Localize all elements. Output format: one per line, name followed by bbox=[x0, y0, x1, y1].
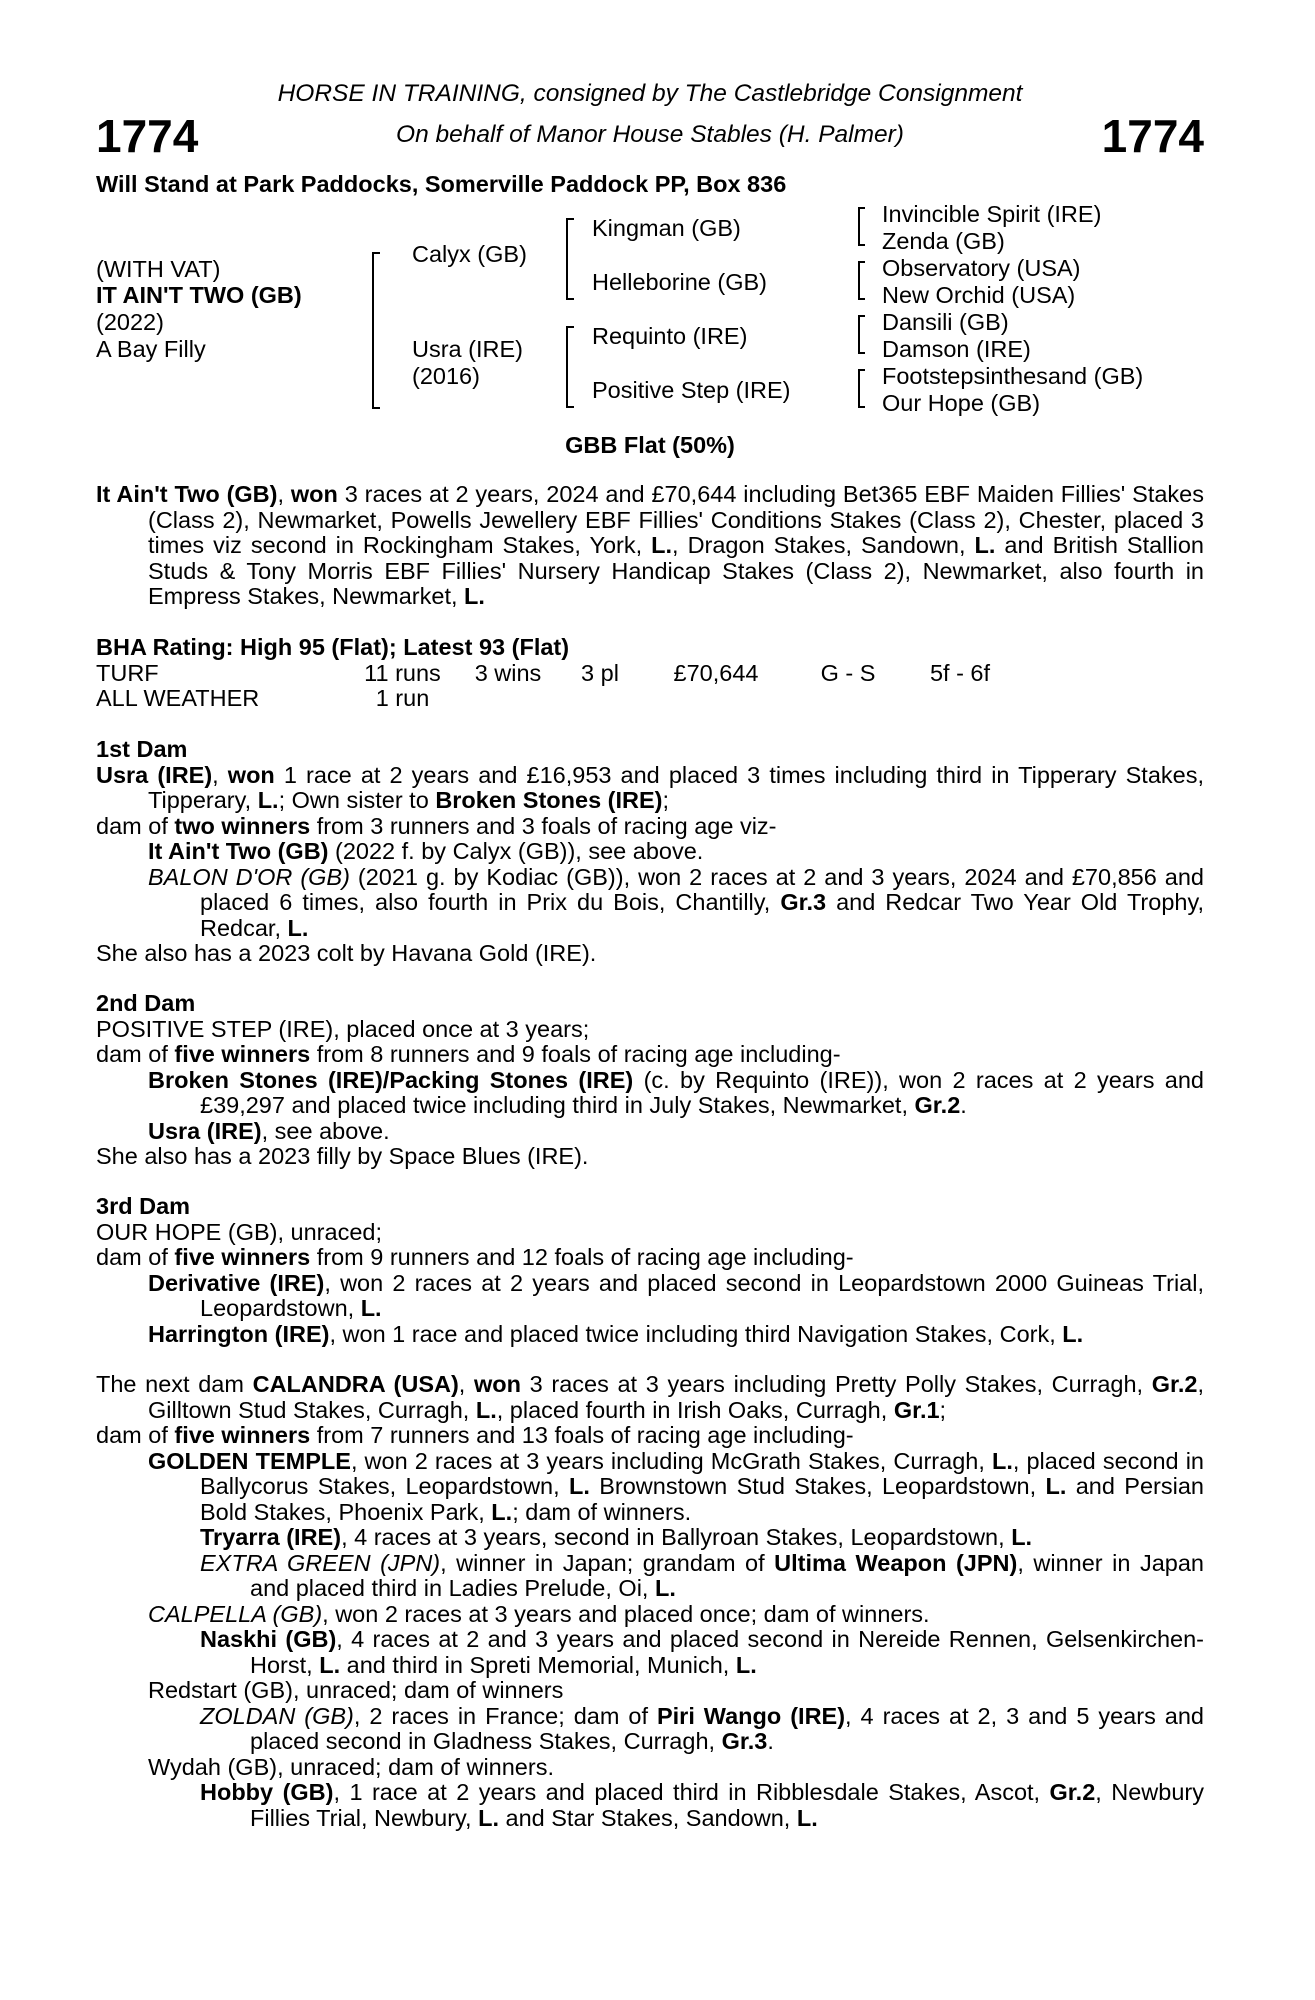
pedigree-brace-main bbox=[372, 252, 380, 409]
text: , won 2 races at 3 years including McGrath Stakes, Curragh, bbox=[350, 1447, 992, 1474]
produce-name: GOLDEN TEMPLE bbox=[148, 1447, 351, 1474]
wins bbox=[456, 686, 560, 712]
horse-year: (2022) bbox=[96, 309, 164, 335]
summary-paragraph: It Ain't Two (GB), won 3 races at 2 years, 2024 and £70,644 including Bet365 EBF Maiden Fillies' Stakes (Class 2), Newmarket, Powells Jewellery EBF Fillies' Conditions Stakes (Class 2), Chester, placed 3 times viz second in Rockingham Stakes, York, L., Dragon Stakes, Sandown, L. and British Stallion Studs & Tony Morris EBF Fillies' Nursery Handicap Stakes (Class 2), Newmarket, also fourth in Empress Stakes, Newmarket, L. bbox=[96, 481, 1205, 609]
pedigree-brace-g4 bbox=[858, 369, 865, 408]
dam-name: CALANDRA (USA) bbox=[252, 1371, 459, 1397]
runs: 1 run bbox=[375, 685, 430, 711]
first-dam-heading: 1st Dam bbox=[96, 736, 188, 762]
summary-text-2: , Dragon Stakes, Sandown, bbox=[672, 532, 975, 558]
text: , winner in Japan and placed third in Ladies Prelude, Oi, bbox=[250, 1549, 1204, 1601]
second-dam-section bbox=[96, 991, 1204, 1170]
pedigree-g7: Footstepsinthesand (GB) bbox=[882, 363, 1144, 389]
text: Brownstown Stud Stakes, Leopardstown, bbox=[589, 1473, 1046, 1499]
produce-entry: Wydah (GB), unraced; dam of winners. bbox=[148, 1753, 554, 1780]
listed-mark: L. bbox=[1045, 1473, 1067, 1499]
produce-entry bbox=[96, 1551, 1204, 1602]
dam-name: Usra (IRE) bbox=[96, 761, 213, 788]
horse-description: A Bay Filly bbox=[96, 336, 206, 362]
produce-name: Broken Stones (IRE)/Packing Stones (IRE) bbox=[148, 1066, 634, 1093]
winners-count: five winners bbox=[174, 1041, 311, 1067]
produce-entry bbox=[96, 1119, 1204, 1145]
pedigree-dam-sire: Requinto (IRE) bbox=[592, 323, 748, 349]
listed-mark: L. bbox=[257, 787, 279, 813]
produce-entry bbox=[96, 839, 1204, 865]
next-dam-record: The next dam CALANDRA (USA), won 3 races at 3 years including Pretty Polly Stakes, Curragh, Gr.2, Gilltown Stud Stakes, Curragh, L., placed fourth in Irish Oaks, Curragh, Gr.1; bbox=[96, 1371, 1204, 1423]
text: (2022 f. by Calyx (GB)), see above. bbox=[328, 838, 704, 864]
placed: 3 pl bbox=[581, 659, 619, 686]
text: from 3 runners and 3 foals of racing age viz- bbox=[310, 812, 777, 839]
text: The next dam bbox=[96, 1371, 253, 1397]
listed-mark: L. bbox=[1011, 1524, 1033, 1550]
text: , winner in Japan; grandam of bbox=[440, 1549, 775, 1576]
produce-entry bbox=[96, 1525, 1204, 1551]
second-dam-record: POSITIVE STEP (IRE), placed once at 3 years; bbox=[96, 1015, 590, 1042]
text: , 4 races at 2 and 3 years and placed second in Nereide Rennen, Gelsenkirchen-Horst, bbox=[250, 1626, 1205, 1678]
pedigree-brace-g1 bbox=[858, 207, 865, 246]
rating-title: BHA Rating: High 95 (Flat); Latest 93 (Flat) bbox=[96, 634, 570, 660]
text: 3 races at 3 years including Pretty Polly Stakes, Curragh, bbox=[520, 1371, 1152, 1397]
text: from 7 runners and 13 foals of racing age including- bbox=[310, 1422, 854, 1448]
pedigree-g4: New Orchid (USA) bbox=[882, 282, 1076, 308]
second-dam-note: She also has a 2023 filly by Space Blues (IRE). bbox=[96, 1143, 589, 1169]
third-dam-heading: 3rd Dam bbox=[96, 1193, 191, 1219]
text: 1 race at 2 years and £16,953 and placed 3 times including third in Tipperary Stakes, Tipperary, bbox=[148, 761, 1204, 813]
produce-name: EXTRA GREEN (JPN) bbox=[200, 1549, 441, 1576]
listed-mark: L. bbox=[478, 1804, 499, 1831]
pedigree-sire-sire: Kingman (GB) bbox=[592, 215, 741, 241]
pedigree-sire-dam: Helleborine (GB) bbox=[592, 269, 768, 295]
produce-entry bbox=[96, 1780, 1204, 1831]
descendant-name: Ultima Weapon (JPN) bbox=[774, 1549, 1018, 1576]
summary-text-3: and British Stallion Studs & Tony Morris EBF Fillies' Nursery Handicap Stakes (Class 2), Newmarket, also fourth in Empress Stakes, Newmarket, bbox=[148, 532, 1204, 609]
group-mark: Gr.3 bbox=[780, 889, 827, 915]
text: ; dam of winners. bbox=[512, 1498, 692, 1525]
text: , won 1 race and placed twice including third Navigation Stakes, Cork, bbox=[329, 1320, 1063, 1347]
summary-text-1: 3 races at 2 years, 2024 and £70,644 including Bet365 EBF Maiden Fillies' Stakes (Class 2), Newmarket, Powells Jewellery EBF Fillies' Conditions Stakes (Class 2), Chester, placed 3 times viz second in Rockingham Stakes, York, bbox=[148, 481, 1205, 558]
text: , won 2 races at 2 years and placed second in Leopardstown 2000 Guineas Trial, Leopardstown, bbox=[200, 1269, 1205, 1321]
text: , 4 races at 3 years, second in Ballyroan Stakes, Leopardstown, bbox=[341, 1524, 1012, 1550]
first-dam-produce-summary bbox=[96, 814, 1204, 840]
earnings bbox=[640, 686, 792, 712]
text: , placed second in Ballycorus Stakes, Leopardstown, bbox=[200, 1447, 1204, 1499]
listed-mark: L. bbox=[475, 1396, 497, 1423]
table-row bbox=[96, 686, 1016, 712]
won-label: won bbox=[473, 1371, 521, 1397]
first-dam-race-record: Usra (IRE), won 1 race at 2 years and £16,953 and placed 3 times including third in Tipperary Stakes, Tipperary, L.; Own sister to Broken Stones (IRE); bbox=[96, 761, 1204, 813]
pedigree-g5: Dansili (GB) bbox=[882, 309, 1009, 335]
text: dam of bbox=[96, 1244, 175, 1270]
runs: 11 runs bbox=[364, 659, 441, 686]
produce-name: Naskhi (GB) bbox=[200, 1626, 337, 1652]
pedigree-sire: Calyx (GB) bbox=[412, 241, 527, 267]
pedigree-dam-dam: Positive Step (IRE) bbox=[592, 377, 791, 403]
gbb-flat: GBB Flat (50%) bbox=[565, 432, 735, 458]
text: ; Own sister to bbox=[278, 787, 436, 813]
produce-entry bbox=[96, 1322, 1204, 1348]
consignor-line: HORSE IN TRAINING, consigned by The Castlebridge Consignment bbox=[277, 80, 1023, 107]
listed-mark: L. bbox=[735, 1651, 757, 1678]
text: , won 2 races at 3 years and placed once; dam of winners. bbox=[322, 1600, 930, 1627]
summary-horse-name: It Ain't Two (GB) bbox=[96, 481, 278, 507]
produce-name: Harrington (IRE) bbox=[148, 1320, 330, 1347]
group-mark: Gr.1 bbox=[893, 1396, 940, 1423]
text: (c. by Requinto (IRE)), won 2 races at 2 years and £39,297 and placed twice including third in July Stakes, Newmarket, bbox=[200, 1066, 1204, 1118]
group-mark: Gr.2 bbox=[914, 1092, 961, 1118]
third-dam-record: OUR HOPE (GB), unraced; bbox=[96, 1218, 382, 1245]
text: (2021 g. by Kodiac (GB)), won 2 races at 2 and 3 years, 2024 and £70,856 and placed 6 times, also fourth in Prix du Bois, Chantilly, bbox=[200, 863, 1204, 915]
text: and third in Spreti Memorial, Munich, bbox=[340, 1651, 736, 1678]
produce-name: ZOLDAN (GB) bbox=[200, 1702, 354, 1729]
pedigree-g8: Our Hope (GB) bbox=[882, 390, 1041, 416]
listed-mark: L. bbox=[319, 1651, 341, 1678]
winners-count: five winners bbox=[174, 1244, 311, 1270]
second-dam-produce-summary bbox=[96, 1042, 1204, 1068]
summary-won: won bbox=[290, 481, 338, 507]
second-dam-heading: 2nd Dam bbox=[96, 990, 196, 1016]
produce-entry bbox=[96, 1704, 1204, 1755]
produce-name: BALON D'OR (GB) bbox=[148, 863, 350, 890]
winners-count: two winners bbox=[174, 812, 311, 839]
next-dam-produce-summary bbox=[96, 1423, 1204, 1449]
wins: 3 wins bbox=[474, 659, 542, 686]
listed-mark: L. bbox=[491, 1498, 513, 1525]
descendant-name: Piri Wango (IRE) bbox=[656, 1702, 846, 1729]
pedigree-brace-dam bbox=[566, 326, 574, 408]
summary-section bbox=[96, 482, 1204, 610]
next-dam-section bbox=[96, 1372, 1204, 1831]
listed-mark: L. bbox=[991, 1447, 1013, 1474]
text: , placed fourth in Irish Oaks, Curragh, bbox=[496, 1396, 894, 1423]
group-mark: Gr.2 bbox=[1151, 1371, 1198, 1397]
earnings: £70,644 bbox=[673, 659, 759, 686]
text: dam of bbox=[96, 1041, 175, 1067]
rating-section bbox=[96, 635, 1204, 712]
surface: TURF bbox=[96, 659, 159, 686]
text: and Star Stakes, Sandown, bbox=[498, 1804, 797, 1831]
produce-entry bbox=[96, 865, 1204, 942]
pedigree-dam-year: (2016) bbox=[412, 363, 480, 389]
race-record-table bbox=[96, 661, 1016, 712]
catalogue-page bbox=[96, 0, 1204, 2000]
first-dam-section bbox=[96, 737, 1204, 967]
produce-name: Tryarra (IRE) bbox=[200, 1524, 342, 1550]
group-mark: Gr.2 bbox=[1049, 1779, 1096, 1805]
text: from 8 runners and 9 foals of racing age including- bbox=[310, 1041, 841, 1067]
pedigree-g1: Invincible Spirit (IRE) bbox=[882, 201, 1102, 227]
text: and Persian Bold Stakes, Phoenix Park, bbox=[200, 1473, 1204, 1525]
listed-mark: L. bbox=[654, 1575, 676, 1601]
listed-mark: L. bbox=[464, 583, 485, 609]
vat-note: (WITH VAT) bbox=[96, 256, 221, 282]
listed-mark: L. bbox=[287, 914, 309, 941]
placed bbox=[560, 686, 640, 712]
produce-name: Usra (IRE) bbox=[148, 1117, 262, 1144]
pedigree-g2: Zenda (GB) bbox=[882, 228, 1005, 254]
going bbox=[792, 686, 904, 712]
third-dam-section bbox=[96, 1194, 1204, 1347]
on-behalf-line: On behalf of Manor House Stables (H. Palmer) bbox=[396, 121, 904, 148]
text: ; bbox=[662, 787, 670, 813]
produce-entry bbox=[96, 1068, 1204, 1119]
won-label: won bbox=[227, 761, 275, 788]
text: , 4 races at 2, 3 and 5 years and placed second in Gladness Stakes, Curragh, bbox=[250, 1702, 1204, 1754]
produce-name: Hobby (GB) bbox=[200, 1779, 334, 1805]
stand-location: Will Stand at Park Paddocks, Somerville Paddock PP, Box 836 bbox=[96, 171, 787, 197]
produce-name: Derivative (IRE) bbox=[148, 1269, 325, 1296]
first-dam-note: She also has a 2023 colt by Havana Gold (IRE). bbox=[96, 940, 597, 966]
produce-name: CALPELLA (GB) bbox=[148, 1600, 323, 1627]
text: , Gilltown Stud Stakes, Curragh, bbox=[148, 1371, 1204, 1423]
pedigree-brace-g3 bbox=[858, 315, 865, 354]
third-dam-produce-summary bbox=[96, 1245, 1204, 1271]
produce-entry bbox=[96, 1602, 1204, 1628]
pedigree-dam: Usra (IRE) bbox=[412, 336, 523, 362]
winners-count: five winners bbox=[174, 1422, 311, 1448]
produce-entry bbox=[96, 1627, 1204, 1678]
text: . bbox=[767, 1728, 774, 1754]
horse-name: IT AIN'T TWO (GB) bbox=[96, 282, 302, 308]
distance bbox=[904, 686, 1016, 712]
text: from 9 runners and 12 foals of racing age including- bbox=[310, 1244, 854, 1270]
pedigree-brace-g2 bbox=[858, 261, 865, 300]
distance: 5f - 6f bbox=[929, 659, 991, 686]
listed-mark: L. bbox=[360, 1295, 382, 1321]
group-mark: Gr.3 bbox=[721, 1728, 768, 1754]
text: , Newbury Fillies Trial, Newbury, bbox=[250, 1779, 1204, 1831]
produce-entry bbox=[96, 1449, 1204, 1526]
listed-mark: L. bbox=[1062, 1320, 1084, 1347]
surface: ALL WEATHER bbox=[96, 685, 260, 711]
listed-mark: L. bbox=[651, 532, 673, 558]
table-row bbox=[96, 661, 1016, 687]
produce-entry: Redstart (GB), unraced; dam of winners bbox=[148, 1677, 564, 1703]
sister-name: Broken Stones (IRE) bbox=[435, 787, 663, 813]
pedigree-g6: Damson (IRE) bbox=[882, 336, 1031, 362]
lot-number-right: 1774 bbox=[1101, 110, 1204, 162]
pedigree-brace-sire bbox=[566, 218, 574, 300]
text: ; bbox=[939, 1396, 947, 1423]
text: . bbox=[960, 1092, 967, 1118]
text: dam of bbox=[96, 1422, 175, 1448]
lot-number-left: 1774 bbox=[96, 110, 199, 162]
pedigree-g3: Observatory (USA) bbox=[882, 255, 1081, 281]
text: dam of bbox=[96, 812, 175, 839]
listed-mark: L. bbox=[796, 1804, 818, 1831]
text: , 2 races in France; dam of bbox=[353, 1702, 657, 1729]
going: G - S bbox=[820, 659, 876, 686]
listed-mark: L. bbox=[568, 1473, 590, 1499]
text: and Redcar Two Year Old Trophy, Redcar, bbox=[200, 889, 1204, 941]
produce-entry bbox=[96, 1271, 1204, 1322]
text: , see above. bbox=[261, 1117, 390, 1144]
text: , 1 race at 2 years and placed third in Ribblesdale Stakes, Ascot, bbox=[333, 1779, 1050, 1805]
produce-name: It Ain't Two (GB) bbox=[148, 838, 329, 864]
listed-mark: L. bbox=[974, 532, 996, 558]
